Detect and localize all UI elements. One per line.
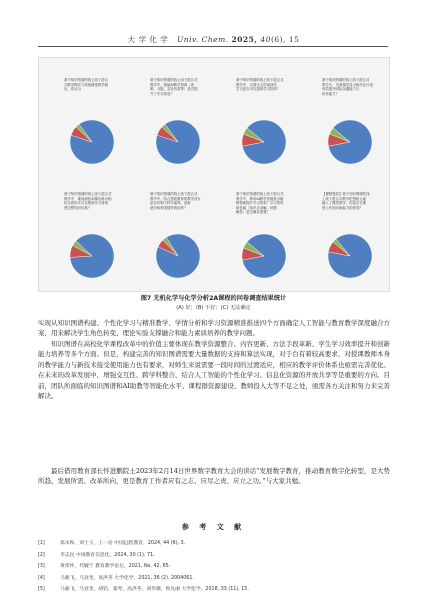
question-line: 协作能力？ xyxy=(322,91,339,96)
paragraph-2 xyxy=(38,339,390,401)
reference-text: 马骏飞，马登奎，高洪苓 大学化学，2021, 36 (2), 2004061. xyxy=(60,575,194,581)
question-line: 是否有利于科学素养、创新 xyxy=(150,201,191,205)
pie-chart xyxy=(217,62,299,172)
question-line: 教学中，交流课堂及小组作业讨论 xyxy=(322,82,373,87)
question-line: 基于知识图谱的线上线下混合式 xyxy=(236,78,284,82)
question-line: 式教学模式与传统课堂教学相 xyxy=(64,82,109,87)
pie-panel-5 xyxy=(45,176,127,286)
journal-year: 2025, xyxy=(231,35,258,44)
references-title: 参 考 文 献 xyxy=(181,523,246,531)
paragraph-text: 最后借用教育部长怀进鹏院士2023年2月14日世界数字教育大会的讲话“发展数字教育，推动教育数字化转型，是大势所趋、发展所需、改革所向，更是教育工作者应有之志、应尽之责、应立之功。”与大家共勉。 xyxy=(38,467,390,486)
reference-item xyxy=(38,561,390,573)
pie-panel-4 xyxy=(303,62,385,172)
pie-chart xyxy=(303,62,385,172)
pie-panel-1 xyxy=(45,62,127,172)
question-line: 意识和家国情怀的培养？ xyxy=(150,205,188,210)
figure-caption: 图7 无机化学与化学分析2A课程的问卷调查结果统计 xyxy=(140,295,287,302)
reference-item xyxy=(38,550,390,562)
pie-chart xyxy=(45,176,127,286)
pie-chart xyxy=(131,176,213,286)
question-line: 结合的形式可以帮助学习者构 xyxy=(64,201,109,205)
pie-chart xyxy=(131,62,213,172)
running-header xyxy=(0,34,427,45)
question-line: 基于知识图谱的线上线下混合式 xyxy=(64,192,112,196)
question-line: 教学中，课前测验和课后练习相 xyxy=(64,196,112,201)
survey-figure xyxy=(38,57,390,292)
journal-name-en: Univ. Chem. xyxy=(176,35,229,44)
question-line: 升了学习体验？ xyxy=(150,91,174,96)
question-line: 基于知识图谱的线上线下混合式 xyxy=(322,78,370,82)
reference-number: [2] xyxy=(38,552,45,558)
question-line: 基于知识图谱的线上线下混合式 xyxy=(150,192,198,196)
reference-item xyxy=(38,538,390,550)
question-line: 【课程思政】基于知识图谱的线 xyxy=(322,192,370,196)
question-line: 和答疑（知识点讲解、问题 xyxy=(236,205,277,210)
references-list xyxy=(38,538,390,596)
question-line: 频、习题、实验仿真等）是否提 xyxy=(150,87,198,91)
reference-text: 郑永和，刘士玉，王一岩 中国远程教育，2024, 44 (6), 3. xyxy=(60,541,186,546)
question-line: 融入了课堂教学，你是否在课 xyxy=(322,201,367,205)
question-line: 解答）是否满足需要？ xyxy=(236,210,270,214)
pie-panel-7 xyxy=(217,176,299,286)
reference-number: [5] xyxy=(38,587,45,593)
journal-volume: 40 xyxy=(260,35,271,44)
paragraph-1 xyxy=(38,318,390,339)
reference-text: 黄荣怀，代毓宁 教育教学论坛，2021, No. 42, 65. xyxy=(60,564,171,570)
question-line: 教学中，借助AI教学资源（视 xyxy=(150,82,195,87)
question-line: 基于知识图谱的线上线下混合 xyxy=(64,78,109,82)
pie-panel-2 xyxy=(131,62,213,172)
reference-text: 马骏飞，马登奎，胡钧，秦琴，高洪苓，刘华珊，鲁凡丽 大学化学，2018, 33 (11), 15. xyxy=(60,587,249,593)
pie-chart xyxy=(217,176,299,286)
pie-panel-3 xyxy=(217,62,299,172)
journal-name-cn: 大 学 化 学 xyxy=(127,35,169,44)
paragraph-text: 知识图谱在高校化学课程改革中的价值主要体现在教学资源整合、内容更新、方法手段革新、学生学习效率提升和创新能力培养等多个方面。但是，构建完善的知识图谱需要大量数据的支持和算法实现，对于台有着较高要求，对授课教师本身的教学能力与新技术接受使用能力也有要求，对师生来说需要一段时间的过渡适应，相应的教学评价体系也亟需完善优化。在未来的改革发展中，增强交互性、跨学科整合、结合人工智能的个性化学习、信息化资源的开放共享等是重要的方向。目前，团队所面临的知识图谱和AI助教等智能化水平、课程群资源建设、教师投入大等不足之处，亟需各方关注和努力来完善解决。 xyxy=(38,340,390,401)
question-line: 教学中，自我为主的选择性 xyxy=(236,82,277,87)
question-line: 教学中，结合思政教育的教学设计 xyxy=(150,196,201,201)
pie-chart xyxy=(45,62,127,172)
reference-text: 李志民 中国教育信息化，2024, 30 (1), 71. xyxy=(60,552,155,558)
question-line: 有效提升团队沟通能力与 xyxy=(322,87,360,91)
paragraph-text: 实现从知识图谱构建、个性化学习与精准教学、学情分析和学习资源精准推送四个方面确定人工智能与教育教学深度融合方案，用来解决学生角色转变、理论实验支撑融合和能力素质培养的教学问题。 xyxy=(38,319,390,338)
figure-legend: (A) 好；(B) 不好；(C) 无法确定 xyxy=(176,305,251,311)
question-line: 基于知识图谱的线上线下混合式 xyxy=(150,78,198,82)
reference-item xyxy=(38,584,390,596)
pie-chart xyxy=(303,176,385,286)
question-line: 比，你认为 xyxy=(64,87,81,91)
question-line: 基于知识图谱的线上线下混合式 xyxy=(236,192,284,196)
question-line: 学习是否可以提高学习效率？ xyxy=(236,87,281,91)
reference-number: [3] xyxy=(38,564,45,570)
question-line: 上线下混合式教学把思政元素 xyxy=(322,196,367,201)
reference-number: [1] xyxy=(38,541,45,546)
question-line: 堂上有知识和能力的获得？ xyxy=(322,205,363,210)
paragraph-3 xyxy=(38,466,390,487)
question-line: 建完整知识体系？ xyxy=(64,205,92,210)
question-line: 够帮助提升学习效率？学习资料 xyxy=(236,201,284,205)
reference-number: [4] xyxy=(38,575,45,581)
question-line: 教学中，利用AI教学资源是否能 xyxy=(236,196,284,201)
header-rule xyxy=(38,46,388,47)
pie-panel-8 xyxy=(303,176,385,286)
journal-issue-page: (6), 15 xyxy=(270,35,300,44)
reference-item xyxy=(38,573,390,585)
pie-panel-6 xyxy=(131,176,213,286)
